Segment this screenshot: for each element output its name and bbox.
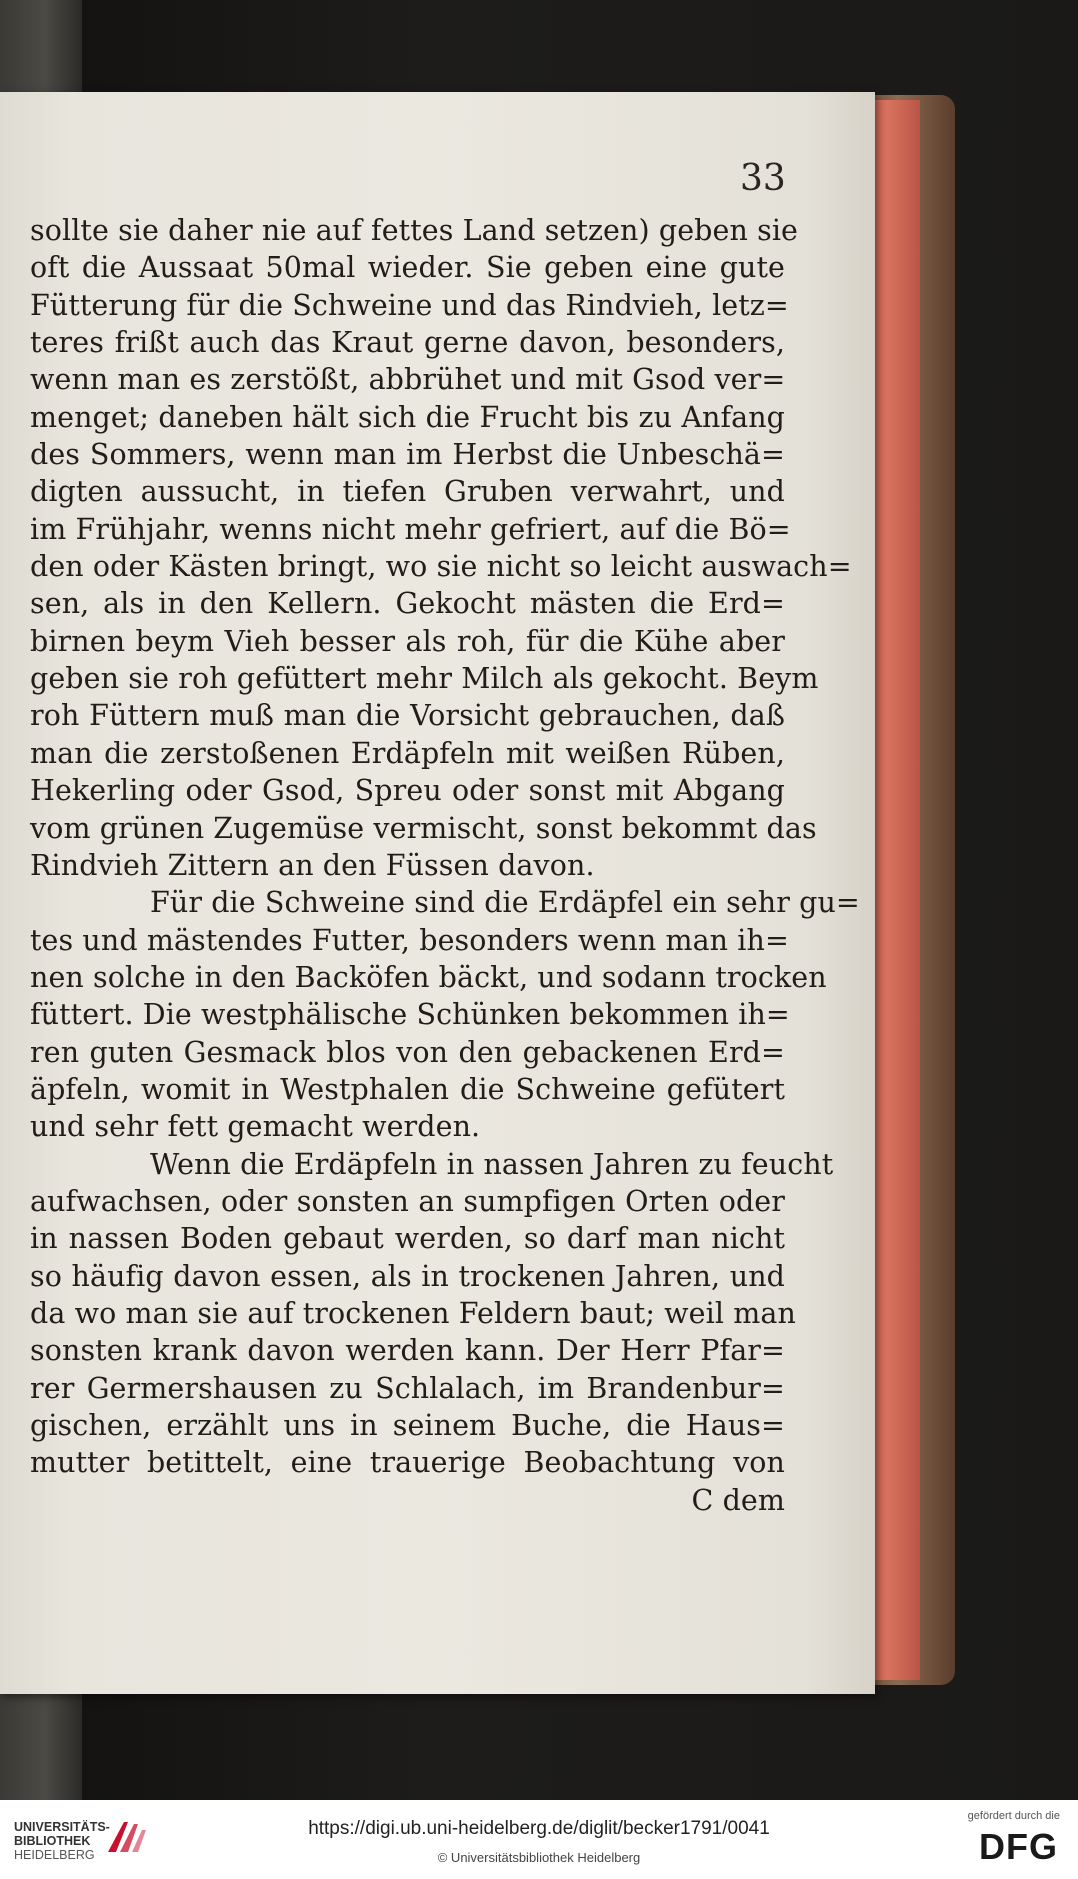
text-line: sen, als in den Kellern. Gekocht mästen die Erd=: [30, 587, 785, 621]
funder-caption: gefördert durch die: [967, 1810, 1060, 1822]
text-line: digten aussucht, in tiefen Gruben verwahrt, und: [30, 475, 785, 509]
text-line: nen solche in den Backöfen bäckt, und sodann trocken: [30, 960, 827, 994]
text-line: sollte sie daher nie auf fettes Land setzen) geben sie: [30, 214, 798, 247]
viewer-footer: [0, 1800, 1078, 1879]
text-line: vom grünen Zugemüse vermischt, sonst bekommt das: [30, 811, 817, 845]
text-line: Fütterung für die Schweine und das Rindvieh, letz=: [30, 288, 789, 322]
text-line: aufwachsen, oder sonsten an sumpfigen Orten oder: [30, 1184, 785, 1218]
text-line: ren guten Gesmack blos von den gebackenen Erd=: [30, 1035, 785, 1069]
text-line: rer Germershausen zu Schlalach, im Brandenbur=: [30, 1371, 785, 1405]
text-line: Für die Schweine sind die Erdäpfel ein sehr gu=: [150, 886, 860, 920]
text-line: sonsten krank davon werden kann. Der Herr Pfar=: [30, 1334, 785, 1368]
library-name-line2: BIBLIOTHEK: [14, 1834, 91, 1848]
text-line: des Sommers, wenn man im Herbst die Unbeschä=: [30, 438, 785, 472]
page-number: 33: [740, 158, 786, 199]
text-line: menget; daneben hält sich die Frucht bis zu Anfang: [30, 400, 785, 434]
page-text: [30, 212, 860, 1519]
text-line: im Frühjahr, wenns nicht mehr gefriert, auf die Bö=: [30, 512, 791, 546]
text-line: mutter betittelt, eine trauerige Beobachtung von: [30, 1446, 785, 1480]
text-line: den oder Kästen bringt, wo sie nicht so leicht auswach=: [30, 550, 852, 584]
text-line: Wenn die Erdäpfeln in nassen Jahren zu feucht: [150, 1147, 834, 1181]
text-line: füttert. Die westphälische Schünken bekommen ih=: [30, 998, 790, 1032]
text-line: äpfeln, womit in Westphalen die Schweine gefütert: [30, 1072, 785, 1106]
library-name-line1: UNIVERSITÄTS-: [14, 1820, 110, 1834]
signature-mark: C: [691, 1483, 714, 1517]
text-line: Rindvieh Zittern an den Füssen davon.: [30, 848, 595, 882]
text-line: oft die Aussaat 50mal wieder. Sie geben eine gute: [30, 251, 785, 285]
text-line: wenn man es zerstößt, abbrühet und mit Gsod ver=: [30, 363, 786, 397]
text-line: da wo man sie auf trockenen Feldern baut; weil man: [30, 1296, 796, 1330]
text-line: roh Füttern muß man die Vorsicht gebrauchen, daß: [30, 699, 785, 733]
text-line: tes und mästendes Futter, besonders wenn man ih=: [30, 923, 789, 957]
page-red-edge: [870, 100, 920, 1680]
text-line: und sehr fett gemacht werden.: [30, 1110, 481, 1144]
permalink-url[interactable]: https://digi.ub.uni-heidelberg.de/diglit/becker1791/0041: [308, 1818, 770, 1839]
text-line: in nassen Boden gebaut werden, so darf man nicht: [30, 1222, 785, 1256]
dfg-logo[interactable]: DFG: [979, 1826, 1058, 1867]
text-line: man die zerstoßenen Erdäpfeln mit weißen Rüben,: [30, 736, 785, 770]
copyright-notice: © Universitätsbibliothek Heidelberg: [437, 1850, 641, 1865]
text-line: so häufig davon essen, als in trockenen Jahren, und: [30, 1259, 785, 1293]
library-name-line3: HEIDELBERG: [14, 1848, 95, 1862]
text-line: birnen beym Vieh besser als roh, für die Kühe aber: [30, 624, 785, 658]
text-line: geben sie roh gefüttert mehr Milch als gekocht. Beym: [30, 662, 819, 696]
text-line: teres frißt auch das Kraut gerne davon, besonders,: [30, 326, 785, 360]
text-line: Hekerling oder Gsod, Spreu oder sonst mit Abgang: [30, 774, 785, 808]
signature-catchword-line: [30, 1482, 785, 1519]
catchword: dem: [722, 1483, 785, 1517]
text-line: gischen, erzählt uns in seinem Buche, die Haus=: [30, 1409, 785, 1442]
